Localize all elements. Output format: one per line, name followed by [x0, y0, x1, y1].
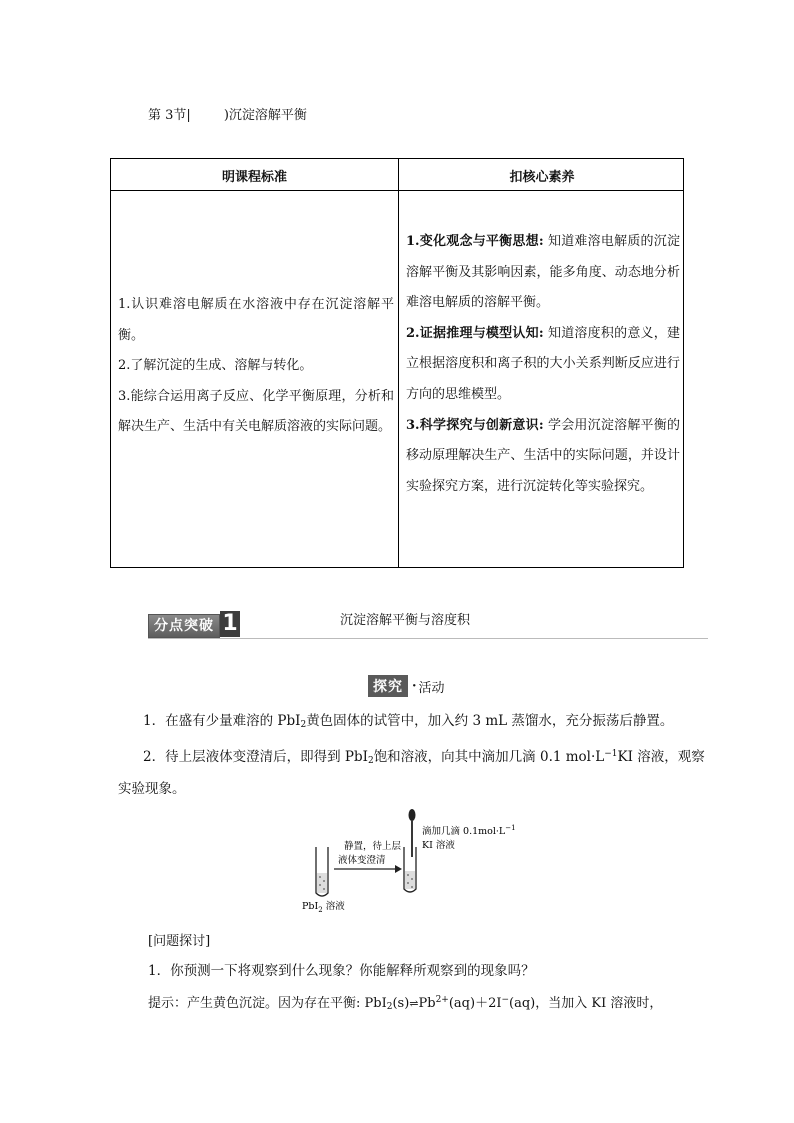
literacy-item-2: [406, 319, 680, 411]
step-1-subscript: 2: [300, 720, 307, 730]
table-divider: [398, 159, 399, 567]
pbi2-solid-left: [317, 873, 327, 893]
solution-label-sub: 2: [318, 906, 323, 914]
standard-item-2: 2.了解沉淀的生成、溶解与转化。: [118, 358, 313, 374]
hint-sup-2: −: [501, 995, 510, 1005]
hint-sub: 2: [386, 1002, 393, 1012]
hint-text: [148, 992, 662, 1012]
literacy-item-3: [406, 411, 680, 503]
dropper-label-2: KI 溶液: [422, 840, 455, 851]
section-heading: 沉淀溶解平衡与溶度积: [340, 613, 471, 628]
section-badge-number: 1: [220, 611, 240, 637]
dropper-label: [422, 824, 516, 837]
hint-text-b: (s): [392, 996, 410, 1011]
standards-table: [110, 158, 684, 568]
standards-list: [118, 290, 394, 443]
literacy-item-1: [406, 227, 680, 319]
step-1-text-b: 黄色固体的试管中，加入约 3 mL 蒸馏水，充分振荡后静置。: [306, 713, 674, 729]
step-2-text-a: 2．待上层液体变澄清后，即得到 PbI: [143, 749, 368, 765]
step-2: [118, 740, 708, 803]
literacy-item-3-lead: 3.科学探究与创新意识:: [406, 417, 544, 433]
question-section-title: [问题探讨]: [148, 934, 211, 949]
section-rule: [148, 638, 708, 639]
hint-sup: 2+: [435, 995, 449, 1005]
literacy-item-2-text: 知道溶度积的意义，建立根据溶度积和离子积的大小关系判断反应进行方向的思维模型。: [406, 325, 680, 402]
table-header-standards: 明课程标准: [221, 170, 287, 185]
explore-tag: 探究: [368, 675, 408, 697]
step-1: [143, 707, 703, 739]
literacy-item-2-lead: 2.证据推理与模型认知:: [406, 325, 544, 341]
step-2-subscript: 2: [367, 756, 374, 766]
explore-activity-text: 活动: [418, 680, 445, 696]
table-header-literacy: 扣核心素养: [509, 170, 575, 185]
section-badge: [148, 611, 256, 638]
literacy-item-1-text: 知道难溶电解质的沉淀溶解平衡及其影响因素，能多角度、动态地分析难溶电解质的溶解平衡。: [406, 234, 680, 311]
section-title: 第 3节| )沉淀溶解平衡: [148, 108, 307, 123]
solution-label: [302, 900, 345, 914]
step-1-text-a: 1．在盛有少量难溶的 PbI: [143, 713, 301, 729]
solution-label-b: 溶液: [322, 901, 345, 912]
literacy-item-1-lead: 1.变化观念与平衡思想:: [406, 234, 544, 249]
equilibrium-arrow-icon: ⇌: [409, 997, 419, 1010]
hint-text-a: 提示：产生黄色沉淀。因为存在平衡: PbI: [148, 996, 387, 1011]
hint-text-e: (aq)，当加入 KI 溶液时，: [509, 996, 663, 1011]
literacy-list: [406, 227, 680, 502]
explore-dot: ·: [412, 678, 417, 694]
solution-label-a: PbI: [302, 901, 319, 912]
arrow-text-2: 液体变澄清: [338, 855, 386, 866]
dropper: [409, 809, 416, 857]
test-tube-right: [404, 847, 416, 892]
experiment-figure: [300, 805, 540, 915]
process-arrow: [334, 865, 402, 873]
dropper-label-sup: −1: [505, 824, 516, 832]
pbi2-solid-right: [405, 871, 415, 889]
step-2-text-b: 饱和溶液，向其中滴加几滴 0.1 mol·L: [373, 749, 605, 765]
step-2-text-c: KI 溶液，观察实验现象。: [118, 749, 705, 797]
explore-activity-label: [368, 675, 445, 697]
arrow-text-1: 静置，待上层: [344, 841, 402, 852]
hint-text-d: (aq)＋2I: [448, 996, 502, 1011]
test-tube-left: [316, 847, 328, 896]
question-1: 1．你预测一下将观察到什么现象？你能解释所观察到的现象吗？: [148, 963, 535, 979]
dropper-label-text: 滴加几滴 0.1mol·L: [422, 826, 506, 837]
standard-item-1: 1.认识难溶电解质在水溶液中存在沉淀溶解平衡。: [118, 297, 394, 343]
standard-item-3: 3.能综合运用离子反应、化学平衡原理，分析和解决生产、生活中有关电解质溶液的实际问题。: [118, 388, 394, 435]
literacy-item-3-text: 学会用沉淀溶解平衡的移动原理解决生产、生活中的实际问题，并设计实验探究方案，进行沉淀转化等实验探究。: [406, 417, 680, 494]
hint-text-c: Pb: [418, 996, 436, 1011]
step-2-superscript: −1: [604, 749, 618, 759]
table-header-rule: [111, 190, 683, 191]
section-badge-label: 分点突破: [148, 614, 220, 638]
